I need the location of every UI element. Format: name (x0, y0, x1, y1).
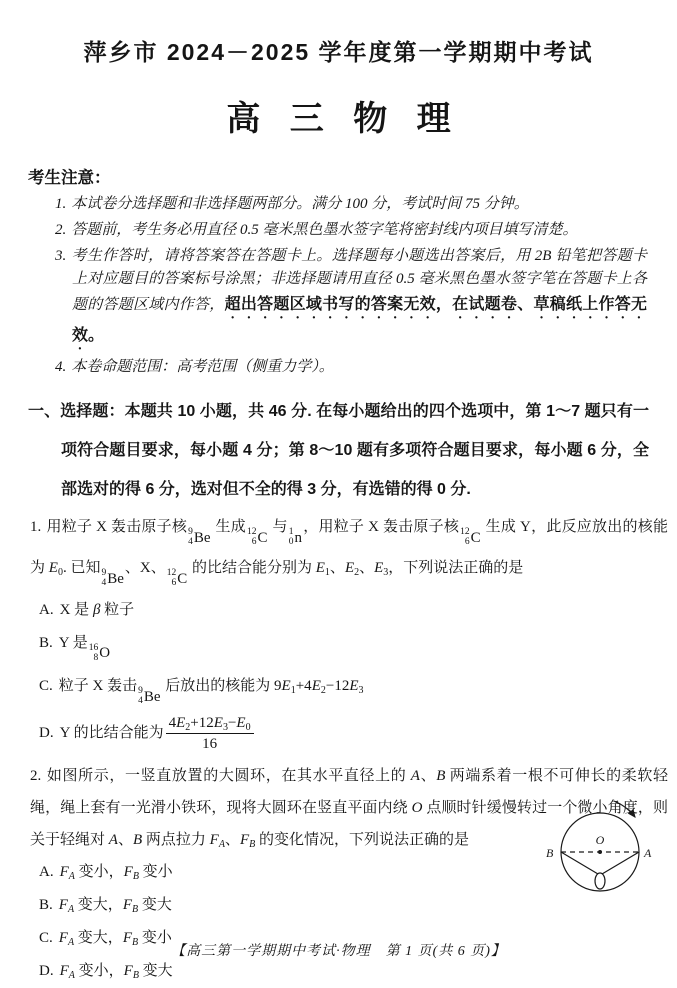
notice-heading: 考生注意： (28, 169, 111, 187)
notice-item-1 (28, 193, 647, 216)
question-1-option-b (30, 627, 668, 670)
subject-title: 高 三 物 理 (226, 100, 461, 138)
rope-left (561, 852, 598, 874)
figure-label-O: O (595, 833, 605, 847)
question-2-figure (534, 784, 674, 936)
rope-right (602, 852, 639, 874)
option-text: $F_A$ 变大，$F_B$ 变大 (58, 896, 172, 915)
option-text: X 是 β 粒子 (59, 601, 135, 618)
option-label: C. (39, 929, 53, 946)
notice-item-4-text: 本卷命题范围：高考范围（侧重力学）。 (71, 359, 334, 375)
small-iron-ring (595, 873, 605, 889)
figure-label-A: A (644, 846, 652, 860)
center-point (598, 850, 602, 854)
notice-item-4 (28, 356, 647, 379)
section1-header: 一、选择题：本题共 10 小题，共 46 分. 在每小题给出的四个选项中，第 1～7 题只有一项符合题目要求，每小题 4 分；第 8～10 题有多项符合题目要求，每小题 6 分，全部选对的得 6 分，选对但不全的得 3 分，有选错的得 0 分. (28, 403, 649, 498)
notice-item-1-number: 1. (55, 196, 67, 212)
clockwise-arrow-icon (614, 801, 635, 817)
question-1-option-a (30, 594, 668, 627)
option-label: C. (39, 678, 53, 695)
notice-item-3-number: 3. (55, 248, 67, 264)
option-text: $F_A$ 变大，$F_B$ 变小 (58, 929, 172, 948)
notice-item-3-emphasized-text: 超出答题区域书写的答案无效，在试题卷、草稿纸上作答无效。 (72, 296, 647, 344)
option-label: D. (39, 724, 54, 741)
question-1-text: 用粒子 X 轰击原子核 9 4 Be 生成 12 6 C 与 1 0 n ，用粒子 X 轰击原子核 12 6 C 生成 Y，此反应放出的核能为 $E_0$. 已知 9 4 Be 、X、 12 6 C 的比结合能分别为 $E_1$、$E_2$、$E_3$，下列说法正确的是 (30, 519, 668, 588)
notice-item-2 (28, 219, 647, 242)
option-label: D. (39, 962, 54, 979)
option-text: Y 是 16 8 O (58, 634, 111, 663)
notice-item-2-number: 2. (55, 222, 67, 238)
candidate-notice (28, 164, 647, 379)
option-label: A. (39, 601, 54, 618)
notice-item-4-number: 4. (55, 359, 67, 375)
question-1-option-c (30, 670, 668, 713)
question-1 (30, 512, 668, 753)
page-footer: 【高三第一学期期中考试·物理 第 1 页(共 6 页)】 (171, 944, 506, 959)
question-2-text: 如图所示，一竖直放置的大圆环，在其水平直径上的 A、B 两端系着一根不可伸长的柔软轻绳，绳上套有一光滑小铁环，现将大圆环在竖直平面内绕 O 点顺时针缓慢转过一个微小角度，则关于轻绳对 A、B 两点拉力 $F_A$、$F_B$ 的变化情况，下列说法正确的是 (30, 767, 668, 850)
notice-item-1-text: 本试卷分选择题和非选择题两部分。满分 100 分，考试时间 75 分钟。 (71, 196, 529, 212)
option-label: B. (39, 634, 53, 651)
question-1-stem (30, 512, 668, 594)
option-text: $F_A$ 变小，$F_B$ 变小 (59, 863, 173, 882)
notice-item-2-text: 答题前，考生务必用直径 0.5 毫米黑色墨水签字笔将密封线内项目填写清楚。 (71, 222, 578, 238)
option-label: A. (39, 863, 54, 880)
question-2-number: 2. (30, 767, 42, 784)
figure-label-B: B (546, 846, 554, 860)
option-text: $F_A$ 变小，$F_B$ 变大 (59, 962, 173, 981)
question-1-number: 1. (30, 519, 42, 535)
notice-item-3 (28, 245, 647, 353)
option-label: B. (39, 896, 53, 913)
notice-item-3-text: 考生作答时，请将答案答在答题卡上。选择题每小题选出答案后，用 2B 铅笔把答题卡上对应题目的答案标号涂黑；非选择题请用直径 0.5 毫米黑色墨水签字笔在答题卡上各题的答题区域内作答， (71, 248, 647, 313)
exam-title: 萍乡市 2024－2025 学年度第一学期期中考试 (83, 39, 594, 65)
question-1-option-d (30, 714, 668, 753)
option-text: 粒子 X 轰击 9 4 Be 后放出的核能为 $9E_1+4E_2-12E_3$ (58, 678, 364, 707)
exam-paper-page (0, 34, 677, 983)
option-text: Y 的比结合能为 $\frac{4E_2+12E_3-E_0}{16}$ (60, 725, 256, 741)
